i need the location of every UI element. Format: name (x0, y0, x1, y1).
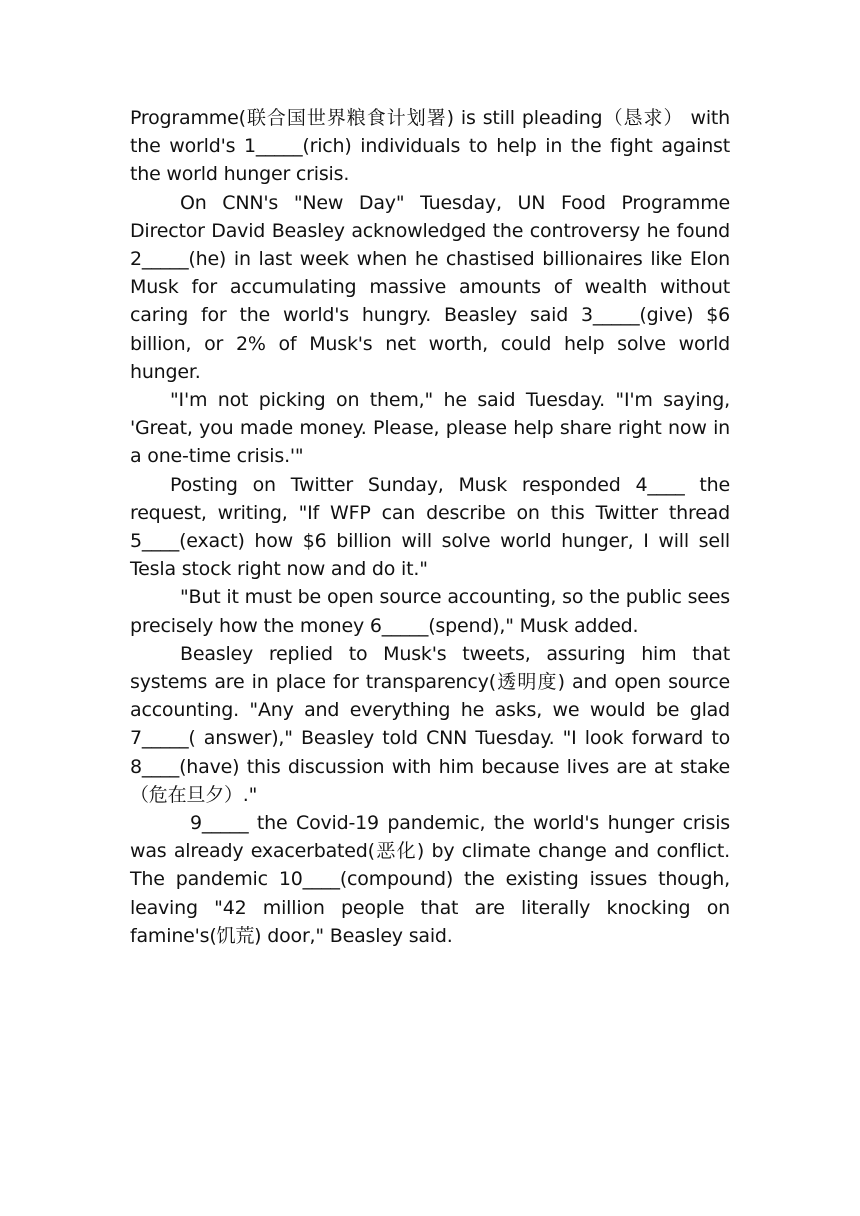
paragraph-musk-twitter: Posting on Twitter Sunday, Musk responded 4____ the request, writing, "If WFP can describe on this Twitter thread 5____(exact) how $6 billion will solve world hunger, I will sell Tesla stock right now and do it." (130, 473, 730, 581)
paragraph-open-source: "But it must be open source accounting, so the public sees precisely how the money 6_____(spend)," Musk added. (130, 586, 730, 637)
document-page (130, 104, 730, 950)
paragraph-beasley-quote: "I'm not picking on them," he said Tuesday. "I'm saying, 'Great, you made money. Please, please help share right now in a one-time crisis.'" (130, 389, 730, 468)
paragraph-intro: Programme(联合国世界粮食计划署) is still pleading（恳求） with the world's 1_____(rich) individuals to help in the fight against the world hunger crisis. (130, 107, 730, 186)
paragraph-cnn-new-day: On CNN's "New Day" Tuesday, UN Food Programme Director David Beasley acknowledged the controversy he found 2_____(he) in last week when he chastised billionaires like Elon Musk for accumulating massive amounts of wealth without caring for the world's hungry. Beasley said 3_____(give) $6 billion, or 2% of Musk's net worth, could help solve world hunger. (130, 191, 730, 383)
paragraph-beasley-reply: Beasley replied to Musk's tweets, assuring him that systems are in place for transparency(透明度) and open source accounting. "Any and everything he asks, we would be glad 7_____( answer)," Beasley told CNN Tuesday. "I look forward to 8____(have) this discussion with him because lives are at stake（危在旦夕）." (130, 642, 730, 806)
paragraph-covid: 9_____ the Covid-19 pandemic, the world's hunger crisis was already exacerbated(恶化) by climate change and conflict. The pandemic 10____(compound) the existing issues though, leaving "42 million people that are literally knocking on famine's(饥荒) door," Beasley said. (130, 812, 730, 947)
